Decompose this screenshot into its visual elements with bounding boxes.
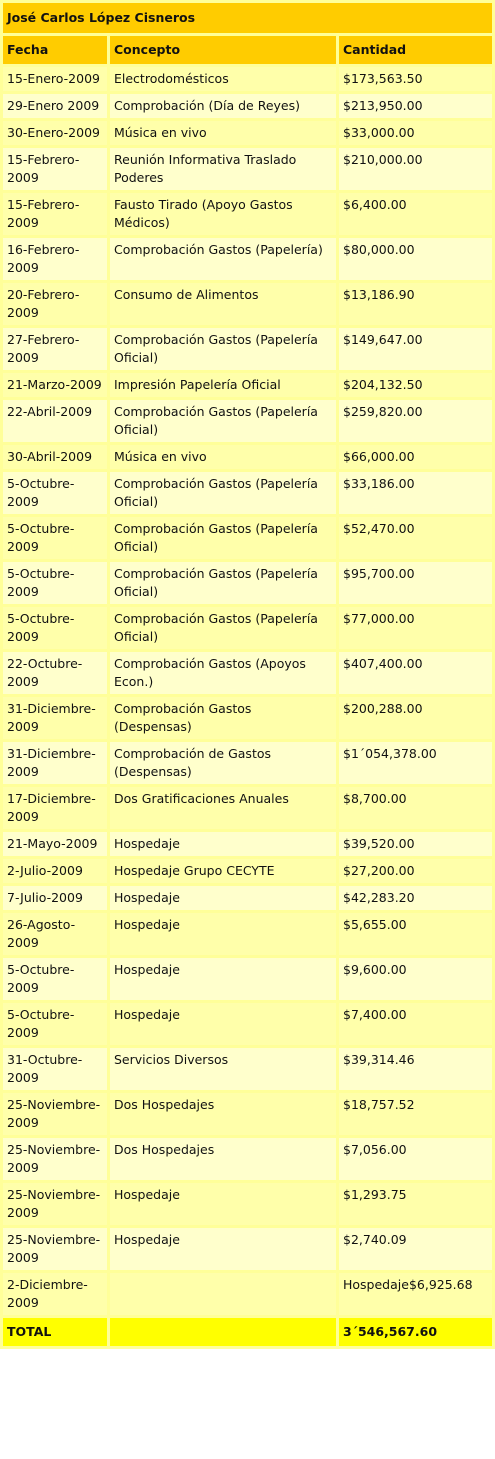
cell-concepto: Impresión Papelería Oficial: [110, 373, 336, 397]
table-row: [3, 607, 492, 649]
cell-concepto: Comprobación Gastos (Papelería): [110, 238, 336, 280]
cell-fecha: 25-Noviembre-2009: [3, 1183, 107, 1225]
cell-fecha: 2-Julio-2009: [3, 859, 107, 883]
cell-cantidad: $80,000.00: [339, 238, 492, 280]
header-fecha: Fecha: [3, 36, 107, 64]
cell-fecha: 31-Diciembre-2009: [3, 742, 107, 784]
cell-cantidad: $1´054,378.00: [339, 742, 492, 784]
table-row: [3, 328, 492, 370]
table-row: [3, 859, 492, 883]
cell-fecha: 5-Octubre-2009: [3, 562, 107, 604]
cell-cantidad: Hospedaje$6,925.68: [339, 1273, 492, 1315]
table-row: [3, 67, 492, 91]
cell-cantidad: $77,000.00: [339, 607, 492, 649]
table-row: [3, 832, 492, 856]
cell-fecha: 22-Abril-2009: [3, 400, 107, 442]
header-row: [3, 36, 492, 64]
table-row: [3, 1138, 492, 1180]
table-row: [3, 445, 492, 469]
cell-concepto: Hospedaje: [110, 832, 336, 856]
table-row: [3, 958, 492, 1000]
cell-concepto: Consumo de Alimentos: [110, 283, 336, 325]
table-row: [3, 1093, 492, 1135]
cell-cantidad: $42,283.20: [339, 886, 492, 910]
cell-concepto: Hospedaje: [110, 1003, 336, 1045]
table-title: José Carlos López Cisneros: [3, 3, 492, 33]
cell-cantidad: $39,314.46: [339, 1048, 492, 1090]
cell-cantidad: $33,186.00: [339, 472, 492, 514]
cell-fecha: 29-Enero 2009: [3, 94, 107, 118]
cell-cantidad: $149,647.00: [339, 328, 492, 370]
cell-cantidad: $259,820.00: [339, 400, 492, 442]
table-row: [3, 1228, 492, 1270]
cell-fecha: 22-Octubre-2009: [3, 652, 107, 694]
table-row: [3, 472, 492, 514]
cell-cantidad: $200,288.00: [339, 697, 492, 739]
cell-concepto: Música en vivo: [110, 445, 336, 469]
table-row: [3, 373, 492, 397]
table-row: [3, 94, 492, 118]
cell-cantidad: $2,740.09: [339, 1228, 492, 1270]
cell-cantidad: $9,600.00: [339, 958, 492, 1000]
cell-cantidad: $7,400.00: [339, 1003, 492, 1045]
cell-concepto: Hospedaje Grupo CECYTE: [110, 859, 336, 883]
cell-fecha: 21-Mayo-2009: [3, 832, 107, 856]
cell-cantidad: $52,470.00: [339, 517, 492, 559]
cell-concepto: Comprobación Gastos (Papelería Oficial): [110, 517, 336, 559]
table-row: [3, 1273, 492, 1315]
total-amount: 3´546,567.60: [339, 1318, 492, 1346]
cell-fecha: 30-Enero-2009: [3, 121, 107, 145]
table-row: [3, 517, 492, 559]
table-row: [3, 1183, 492, 1225]
cell-fecha: 26-Agosto-2009: [3, 913, 107, 955]
cell-cantidad: $210,000.00: [339, 148, 492, 190]
table-row: [3, 787, 492, 829]
cell-cantidad: $39,520.00: [339, 832, 492, 856]
cell-fecha: 5-Octubre-2009: [3, 958, 107, 1000]
cell-concepto: Hospedaje: [110, 958, 336, 1000]
cell-concepto: Comprobación Gastos (Papelería Oficial): [110, 472, 336, 514]
cell-fecha: 5-Octubre-2009: [3, 472, 107, 514]
cell-fecha: 25-Noviembre-2009: [3, 1228, 107, 1270]
cell-fecha: 25-Noviembre-2009: [3, 1138, 107, 1180]
table-row: [3, 148, 492, 190]
table-row: [3, 400, 492, 442]
cell-concepto: Comprobación Gastos (Apoyos Econ.): [110, 652, 336, 694]
header-cantidad: Cantidad: [339, 36, 492, 64]
cell-concepto: [110, 1273, 336, 1315]
cell-concepto: Comprobación Gastos (Papelería Oficial): [110, 328, 336, 370]
table-row: [3, 1048, 492, 1090]
cell-cantidad: $173,563.50: [339, 67, 492, 91]
cell-concepto: Hospedaje: [110, 886, 336, 910]
cell-fecha: 5-Octubre-2009: [3, 607, 107, 649]
cell-concepto: Hospedaje: [110, 1183, 336, 1225]
cell-fecha: 5-Octubre-2009: [3, 1003, 107, 1045]
cell-cantidad: $6,400.00: [339, 193, 492, 235]
cell-fecha: 7-Julio-2009: [3, 886, 107, 910]
cell-concepto: Dos Hospedajes: [110, 1093, 336, 1135]
cell-concepto: Hospedaje: [110, 1228, 336, 1270]
table-row: [3, 121, 492, 145]
cell-fecha: 27-Febrero-2009: [3, 328, 107, 370]
cell-concepto: Servicios Diversos: [110, 1048, 336, 1090]
cell-cantidad: $5,655.00: [339, 913, 492, 955]
cell-fecha: 15-Febrero-2009: [3, 148, 107, 190]
cell-cantidad: $95,700.00: [339, 562, 492, 604]
total-row: [3, 1318, 492, 1346]
table-row: [3, 913, 492, 955]
cell-concepto: Fausto Tirado (Apoyo Gastos Médicos): [110, 193, 336, 235]
cell-cantidad: $1,293.75: [339, 1183, 492, 1225]
cell-concepto: Comprobación Gastos (Papelería Oficial): [110, 400, 336, 442]
cell-cantidad: $204,132.50: [339, 373, 492, 397]
cell-fecha: 15-Febrero-2009: [3, 193, 107, 235]
cell-fecha: 31-Octubre-2009: [3, 1048, 107, 1090]
cell-cantidad: $8,700.00: [339, 787, 492, 829]
cell-fecha: 31-Diciembre-2009: [3, 697, 107, 739]
cell-cantidad: $66,000.00: [339, 445, 492, 469]
table-row: [3, 562, 492, 604]
total-concepto: [110, 1318, 336, 1346]
cell-cantidad: $27,200.00: [339, 859, 492, 883]
table-row: [3, 193, 492, 235]
table-row: [3, 652, 492, 694]
cell-concepto: Comprobación Gastos (Papelería Oficial): [110, 562, 336, 604]
table-row: [3, 1003, 492, 1045]
cell-concepto: Dos Hospedajes: [110, 1138, 336, 1180]
table-row: [3, 238, 492, 280]
cell-fecha: 2-Diciembre-2009: [3, 1273, 107, 1315]
cell-concepto: Comprobación de Gastos (Despensas): [110, 742, 336, 784]
cell-cantidad: $13,186.90: [339, 283, 492, 325]
cell-concepto: Comprobación Gastos (Papelería Oficial): [110, 607, 336, 649]
header-concepto: Concepto: [110, 36, 336, 64]
total-label: TOTAL: [3, 1318, 107, 1346]
cell-cantidad: $7,056.00: [339, 1138, 492, 1180]
table-row: [3, 886, 492, 910]
table-row: [3, 697, 492, 739]
cell-concepto: Dos Gratificaciones Anuales: [110, 787, 336, 829]
cell-fecha: 15-Enero-2009: [3, 67, 107, 91]
cell-cantidad: $18,757.52: [339, 1093, 492, 1135]
cell-concepto: Hospedaje: [110, 913, 336, 955]
cell-fecha: 21-Marzo-2009: [3, 373, 107, 397]
cell-fecha: 17-Diciembre-2009: [3, 787, 107, 829]
cell-concepto: Comprobación Gastos (Despensas): [110, 697, 336, 739]
table-row: [3, 283, 492, 325]
cell-fecha: 20-Febrero-2009: [3, 283, 107, 325]
cell-fecha: 16-Febrero-2009: [3, 238, 107, 280]
cell-concepto: Comprobación (Día de Reyes): [110, 94, 336, 118]
cell-cantidad: $33,000.00: [339, 121, 492, 145]
cell-fecha: 25-Noviembre-2009: [3, 1093, 107, 1135]
cell-concepto: Reunión Informativa Traslado Poderes: [110, 148, 336, 190]
table-row: [3, 742, 492, 784]
cell-concepto: Música en vivo: [110, 121, 336, 145]
cell-fecha: 30-Abril-2009: [3, 445, 107, 469]
cell-cantidad: $407,400.00: [339, 652, 492, 694]
cell-fecha: 5-Octubre-2009: [3, 517, 107, 559]
cell-concepto: Electrodomésticos: [110, 67, 336, 91]
cell-cantidad: $213,950.00: [339, 94, 492, 118]
